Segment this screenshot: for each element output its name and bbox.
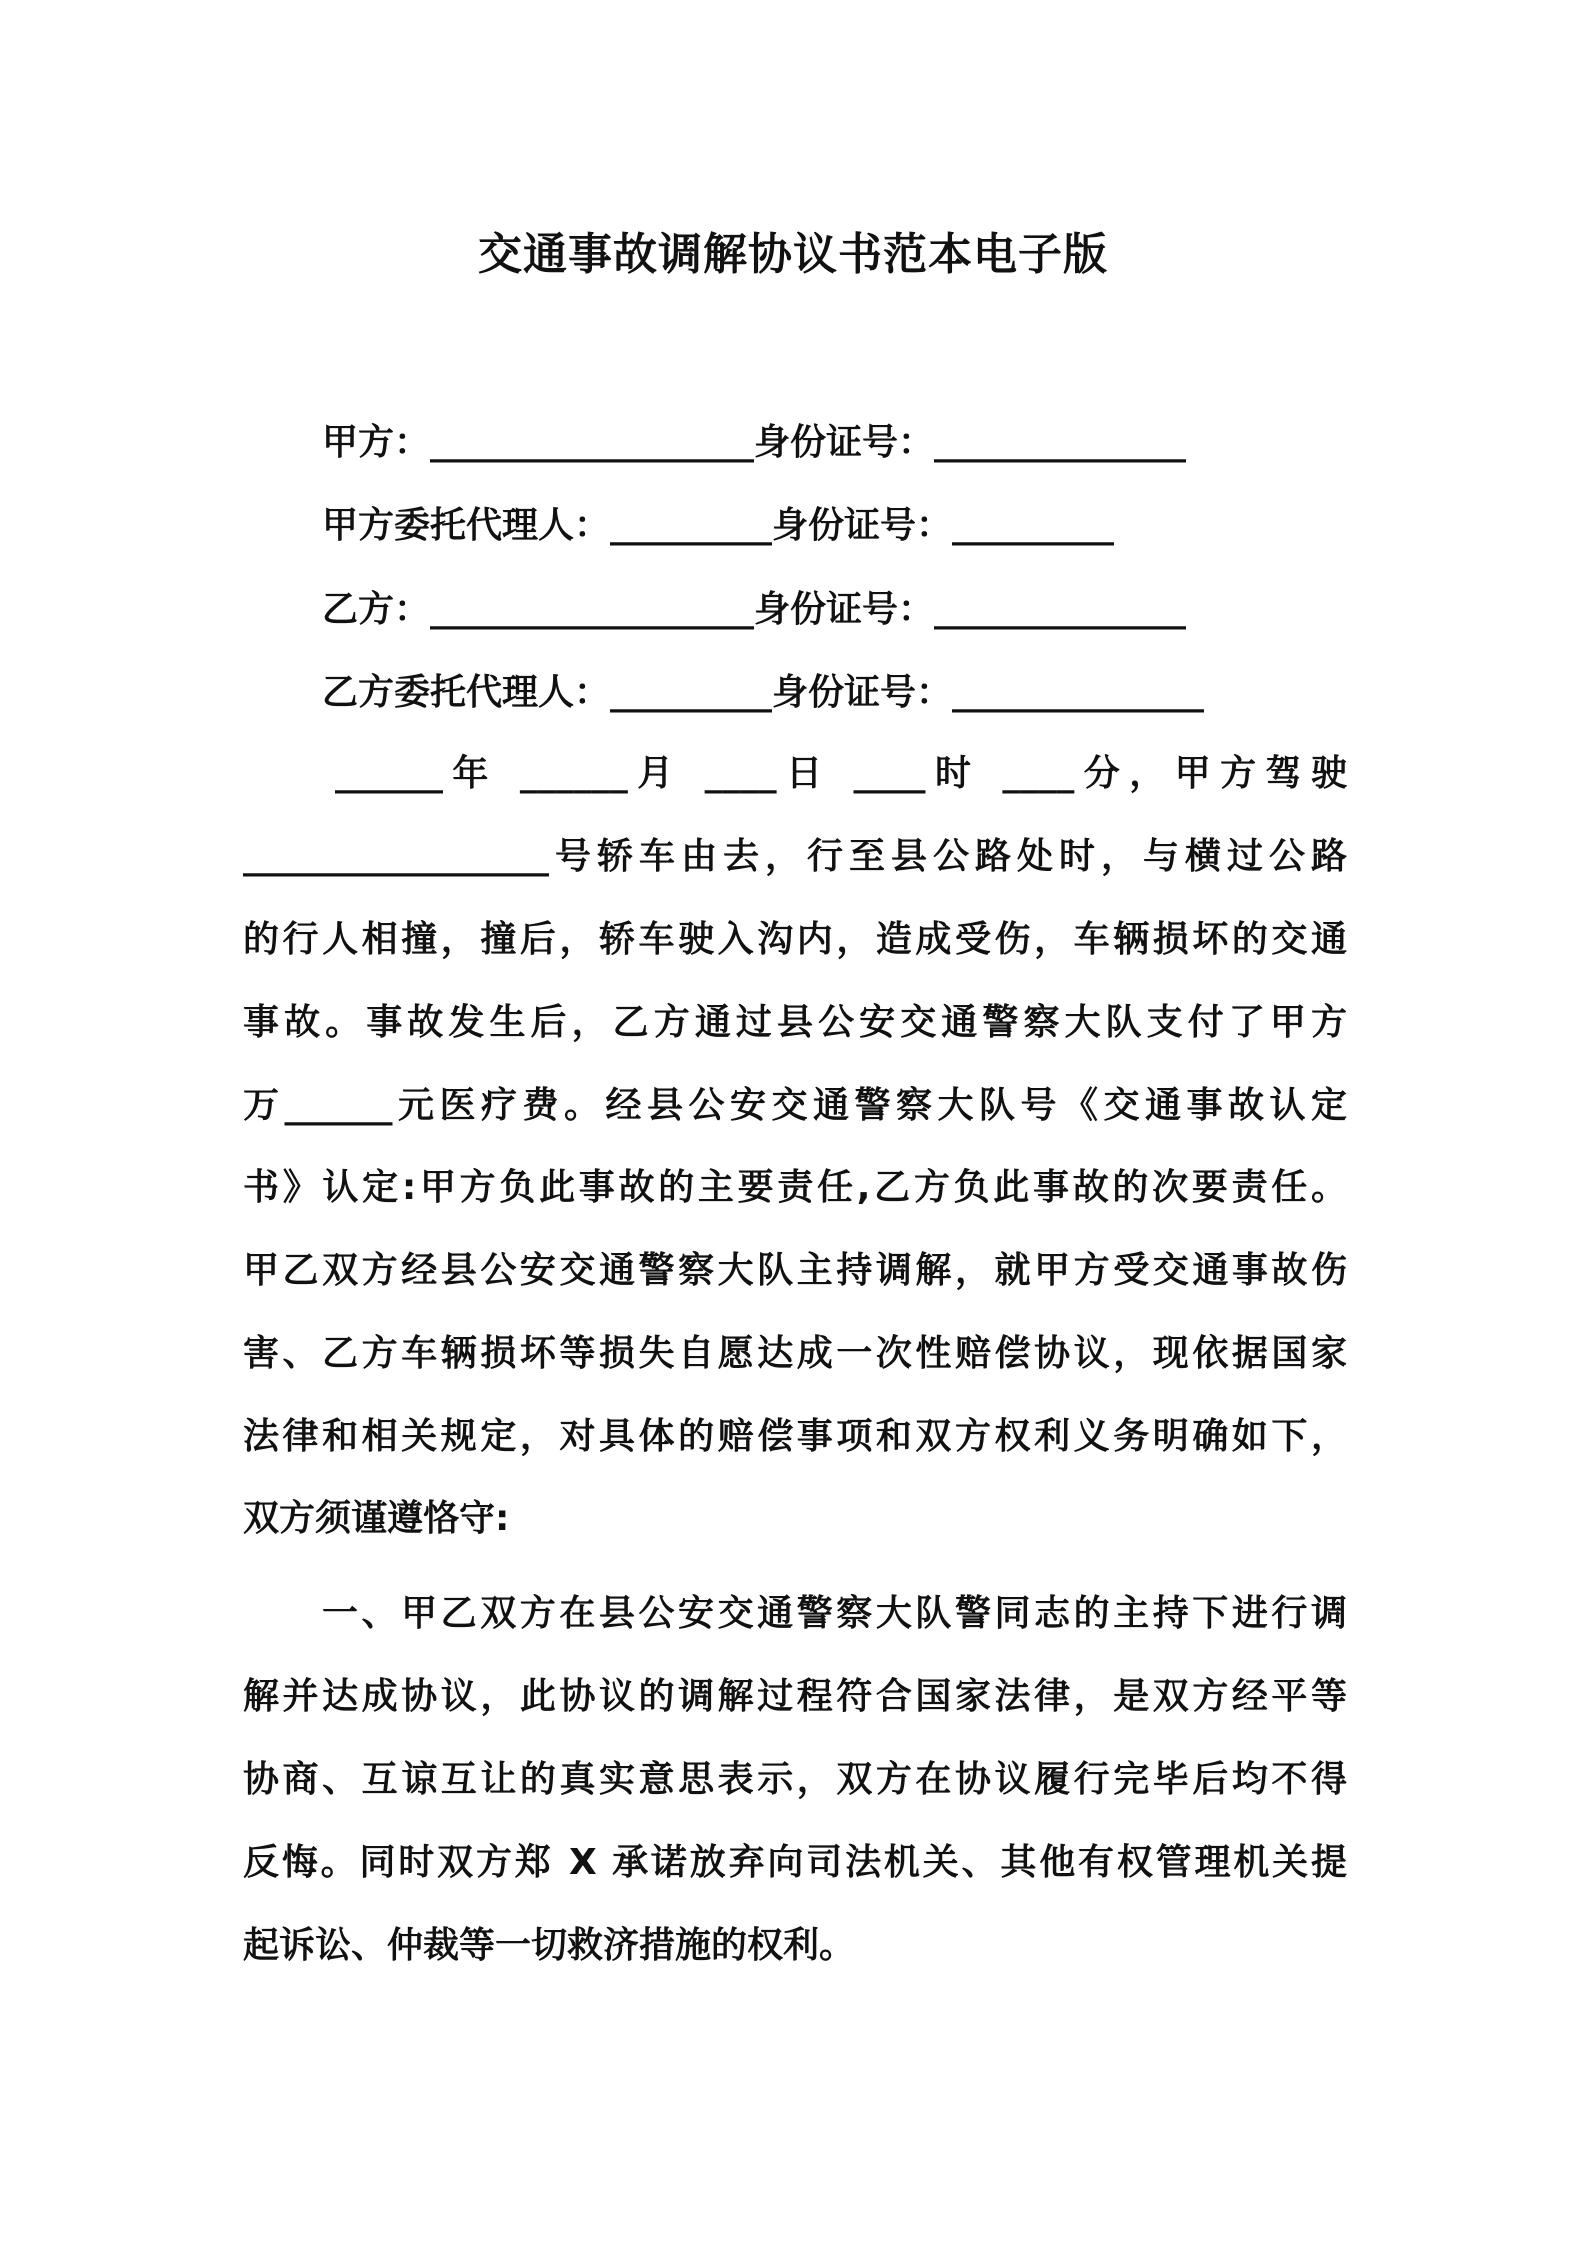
- party-a-line: 甲方：__________________身份证号：______________: [322, 422, 1187, 463]
- body-text-line: 书》认定:甲方负此事故的主要责任,乙方负此事故的次要责任。: [243, 1167, 1347, 1208]
- body-text-line: 甲乙双方经县公安交通警察大队主持调解，就甲方受交通事故伤: [243, 1250, 1347, 1291]
- body-text-line: 事故。事故发生后，乙方通过县公安交通警察大队支付了甲方: [243, 1002, 1347, 1043]
- body-text-line: ______年 ______月 ____日 ____时 ____分，甲方驾驶: [335, 753, 1347, 794]
- body-text-line: 万______元医疗费。经县公安交通警察大队号《交通事故认定: [243, 1085, 1347, 1126]
- clause-one-line: 反悔。同时双方郑 X 承诺放弃向司法机关、其他有权管理机关提: [243, 1842, 1347, 1883]
- party-a-agent-line: 甲方委托代理人：_________身份证号：_________: [322, 505, 1115, 546]
- party-b-agent-line: 乙方委托代理人：_________身份证号：______________: [322, 672, 1205, 713]
- clause-one-line: 解并达成协议，此协议的调解过程符合国家法律，是双方经平等: [243, 1676, 1347, 1717]
- party-b-line: 乙方：__________________身份证号：______________: [322, 589, 1187, 630]
- clause-one-line: 一、甲乙双方在县公安交通警察大队警同志的主持下进行调: [322, 1593, 1347, 1634]
- body-text-line: 害、乙方车辆损坏等损失自愿达成一次性赔偿协议，现依据国家: [243, 1333, 1347, 1374]
- clause-one-line: 协商、互谅互让的真实意思表示，双方在协议履行完毕后均不得: [243, 1759, 1347, 1800]
- body-text-line: 法律和相关规定，对具体的赔偿事项和双方权利义务明确如下，: [243, 1416, 1347, 1457]
- clause-one-line: 起诉讼、仲裁等一切救济措施的权利。: [243, 1925, 856, 1966]
- document-title: 交通事故调解协议书范本电子版: [478, 229, 1108, 280]
- body-text-line: 双方须谨遵恪守:: [243, 1498, 510, 1539]
- body-text-line: _________________号轿车由去，行至县公路处时，与横过公路: [243, 836, 1347, 877]
- body-text-line: 的行人相撞，撞后，轿车驶入沟内，造成受伤，车辆损坏的交通: [243, 919, 1347, 960]
